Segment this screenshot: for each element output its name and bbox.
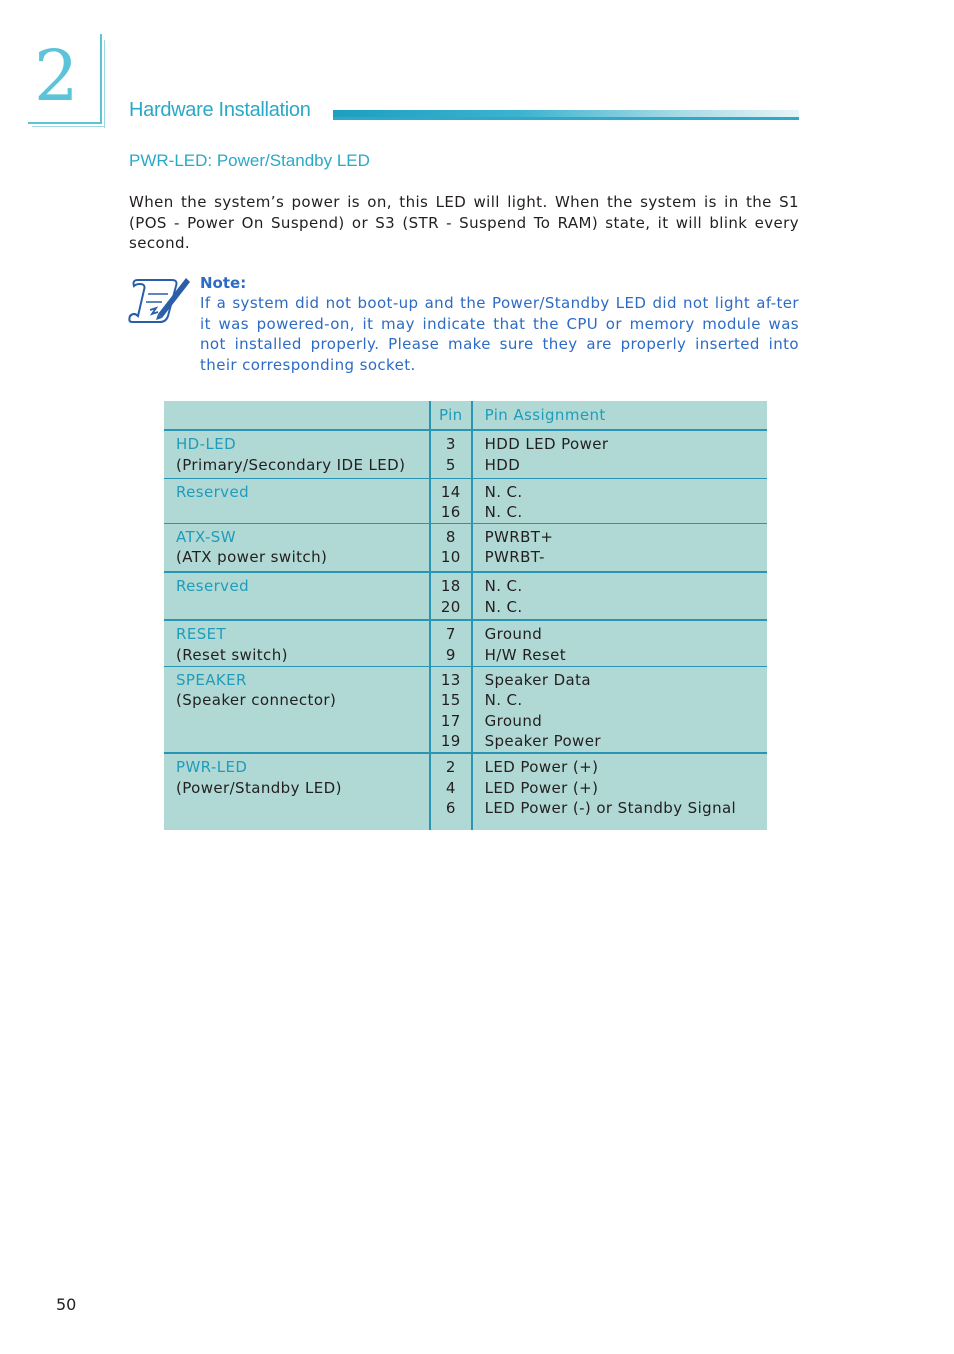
pin-number: 13 bbox=[440, 670, 461, 689]
pin-assignment: PWRBT- bbox=[484, 548, 545, 567]
pin-assignment: N. C. bbox=[484, 482, 523, 501]
pin-number: 16 bbox=[440, 503, 461, 522]
pin-assignment: PWRBT+ bbox=[484, 527, 554, 546]
pin-number: 15 bbox=[440, 691, 461, 710]
connector-name: Reserved bbox=[176, 577, 250, 596]
section-title: Hardware Installation bbox=[129, 99, 311, 121]
pin-assignment: LED Power (+) bbox=[484, 758, 599, 777]
table-header-row bbox=[164, 401, 767, 430]
pin-number: 20 bbox=[440, 597, 461, 616]
pin-assignment-table bbox=[164, 401, 767, 830]
pin-number: 6 bbox=[445, 799, 456, 818]
header-connector bbox=[164, 401, 430, 430]
table-row bbox=[164, 572, 767, 620]
pin-assignment: Ground bbox=[484, 625, 543, 644]
connector-desc: (Primary/Secondary IDE LED) bbox=[176, 455, 406, 474]
pin-assignment: LED Power (+) bbox=[484, 778, 599, 797]
pin-assignment: N. C. bbox=[484, 691, 523, 710]
table-row bbox=[164, 523, 767, 572]
connector-name: Reserved bbox=[176, 482, 250, 501]
note-scroll-pen-icon bbox=[128, 272, 192, 328]
pin-number: 2 bbox=[445, 758, 456, 777]
body-paragraph: When the system’s power is on, this LED will light. When the system is in the S1 (POS - Power On Suspend) or S3 (STR - Suspend To RAM) state, it will blink every second. bbox=[129, 193, 799, 253]
pin-number: 10 bbox=[440, 548, 461, 567]
pin-number: 19 bbox=[440, 732, 461, 751]
pin-assignment: Speaker Power bbox=[484, 732, 601, 751]
pin-number: 4 bbox=[445, 778, 456, 797]
pin-number: 9 bbox=[445, 645, 456, 664]
pin-number: 17 bbox=[440, 711, 461, 730]
pin-number: 3 bbox=[445, 435, 456, 453]
pin-assignment: H/W Reset bbox=[484, 645, 567, 664]
note-text: If a system did not boot-up and the Power/Standby LED did not light af-ter it was powered-on, it may indicate that the CPU or memory module was not installed properly. Please make sure they are properly inserted into their corresponding socket. bbox=[200, 294, 799, 374]
header-pin-assignment: Pin Assignment bbox=[484, 406, 606, 424]
table-row bbox=[164, 666, 767, 753]
connector-name: PWR-LED bbox=[176, 758, 248, 777]
pin-assignment: N. C. bbox=[484, 503, 523, 522]
connector-desc: (Reset switch) bbox=[176, 645, 288, 664]
page-number: 50 bbox=[56, 1295, 77, 1314]
chapter-number: 2 bbox=[34, 35, 79, 117]
pin-assignment: N. C. bbox=[484, 577, 523, 596]
connector-name: HD-LED bbox=[176, 435, 237, 453]
pin-number: 8 bbox=[445, 527, 456, 546]
pin-number: 5 bbox=[445, 455, 456, 474]
subsection-title: PWR-LED: Power/Standby LED bbox=[129, 151, 370, 170]
table-row bbox=[164, 478, 767, 523]
connector-desc: (ATX power switch) bbox=[176, 548, 328, 567]
connector-desc: (Speaker connector) bbox=[176, 691, 337, 710]
pin-number: 14 bbox=[440, 482, 461, 501]
header-pin: Pin bbox=[430, 401, 472, 430]
pin-assignment: Ground bbox=[484, 711, 543, 730]
connector-name: RESET bbox=[176, 625, 227, 644]
note-label: Note: bbox=[200, 274, 247, 292]
table-row bbox=[164, 620, 767, 666]
pin-assignment: Speaker Data bbox=[484, 670, 591, 689]
pin-assignment: N. C. bbox=[484, 597, 523, 616]
connector-name: SPEAKER bbox=[176, 670, 247, 689]
pin-assignment: HDD bbox=[484, 455, 521, 474]
connector-name: ATX-SW bbox=[176, 527, 236, 546]
connector-desc: (Power/Standby LED) bbox=[176, 778, 342, 797]
title-rule bbox=[333, 110, 799, 120]
pin-assignment: LED Power (-) or Standby Signal bbox=[484, 799, 737, 818]
table-row bbox=[164, 753, 767, 830]
pin-number: 7 bbox=[445, 625, 456, 644]
table-row bbox=[164, 430, 767, 478]
pin-number: 18 bbox=[440, 577, 461, 596]
pin-assignment: HDD LED Power bbox=[484, 435, 609, 453]
